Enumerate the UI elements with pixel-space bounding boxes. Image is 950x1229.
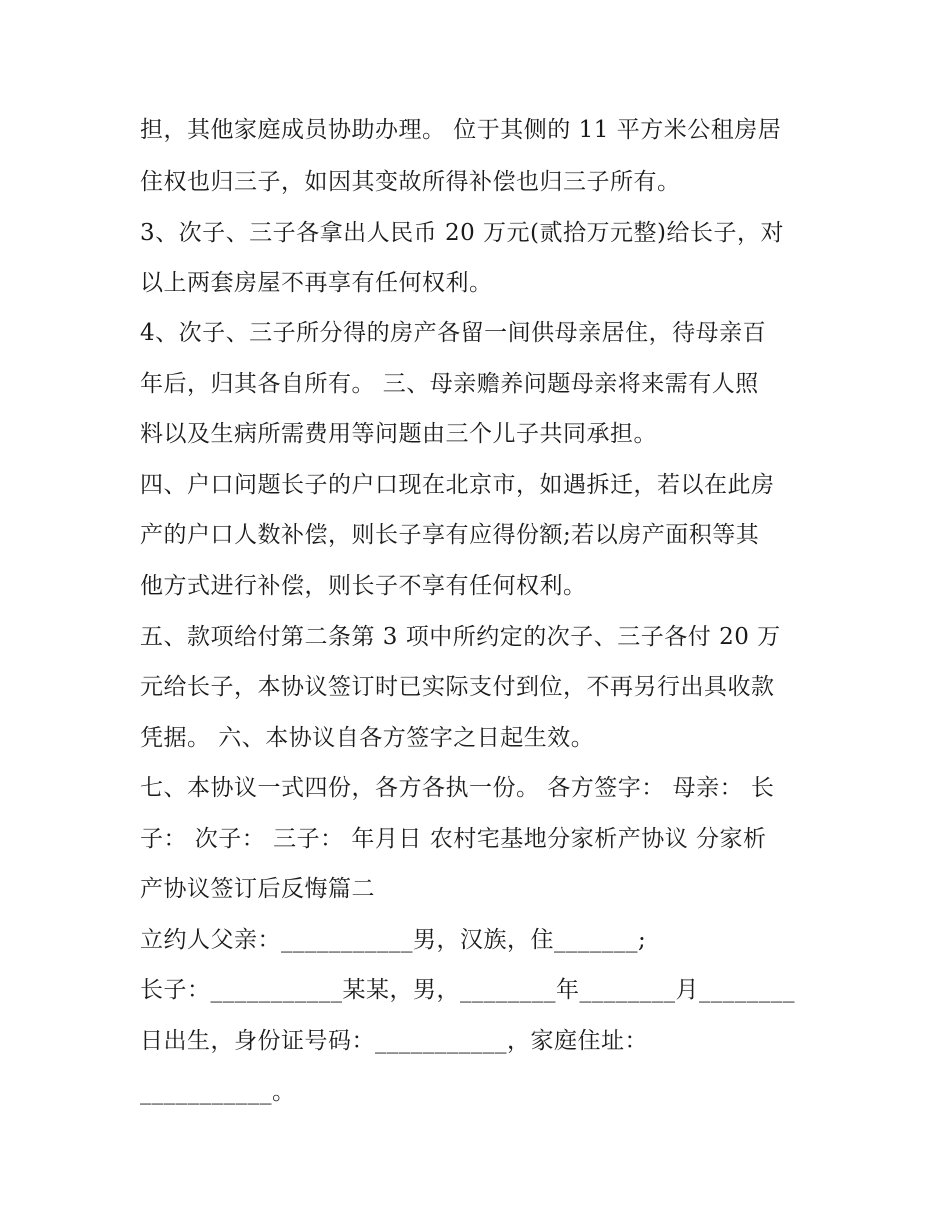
text-line: 七、本协议一式四份，各方各执一份。 各方签字： 母亲： 长 bbox=[140, 775, 775, 801]
text-line: 以上两套房屋不再享有任何权利。 bbox=[140, 270, 493, 296]
text-line: 凭据。 六、本协议自各方签字之日起生效。 bbox=[140, 725, 595, 751]
text-line: 长子：___________某某，男，________年________月________ bbox=[140, 977, 795, 1003]
text-line: 4、次子、三子所分得的房产各留一间供母亲居住，待母亲百 bbox=[140, 320, 767, 346]
text-line: 产协议签订后反悔篇二 bbox=[140, 876, 375, 902]
text-line: 3、次子、三子各拿出人民币 20 万元(贰拾万元整)给长子，对 bbox=[140, 220, 784, 246]
text-line: 立约人父亲：___________男，汉族，住_______; bbox=[140, 927, 647, 953]
text-line: ___________。 bbox=[140, 1079, 296, 1105]
text-line: 年后，归其各自所有。 三、母亲赡养问题母亲将来需有人照 bbox=[140, 371, 759, 397]
text-line: 产的户口人数补偿，则长子享有应得份额;若以房产面积等其 bbox=[140, 522, 760, 548]
text-line: 五、款项给付第二条第 3 项中所约定的次子、三子各付 20 万 bbox=[140, 624, 781, 650]
text-line: 料以及生病所需费用等问题由三个儿子共同承担。 bbox=[140, 421, 657, 447]
text-line: 四、户口问题长子的户口现在北京市，如遇拆迁，若以在此房 bbox=[140, 472, 775, 498]
text-line: 他方式进行补偿，则长子不享有任何权利。 bbox=[140, 573, 587, 599]
text-line: 日出生，身份证号码：___________，家庭住址： bbox=[140, 1028, 648, 1054]
text-line: 子： 次子： 三子： 年月日 农村宅基地分家析产协议 分家析 bbox=[140, 826, 767, 852]
text-line: 担，其他家庭成员协助办理。 位于其侧的 11 平方米公租房居 bbox=[140, 117, 782, 143]
text-line: 住权也归三子，如因其变故所得补偿也归三子所有。 bbox=[140, 169, 681, 195]
text-line: 元给长子，本协议签订时已实际支付到位，不再另行出具收款 bbox=[140, 674, 775, 700]
